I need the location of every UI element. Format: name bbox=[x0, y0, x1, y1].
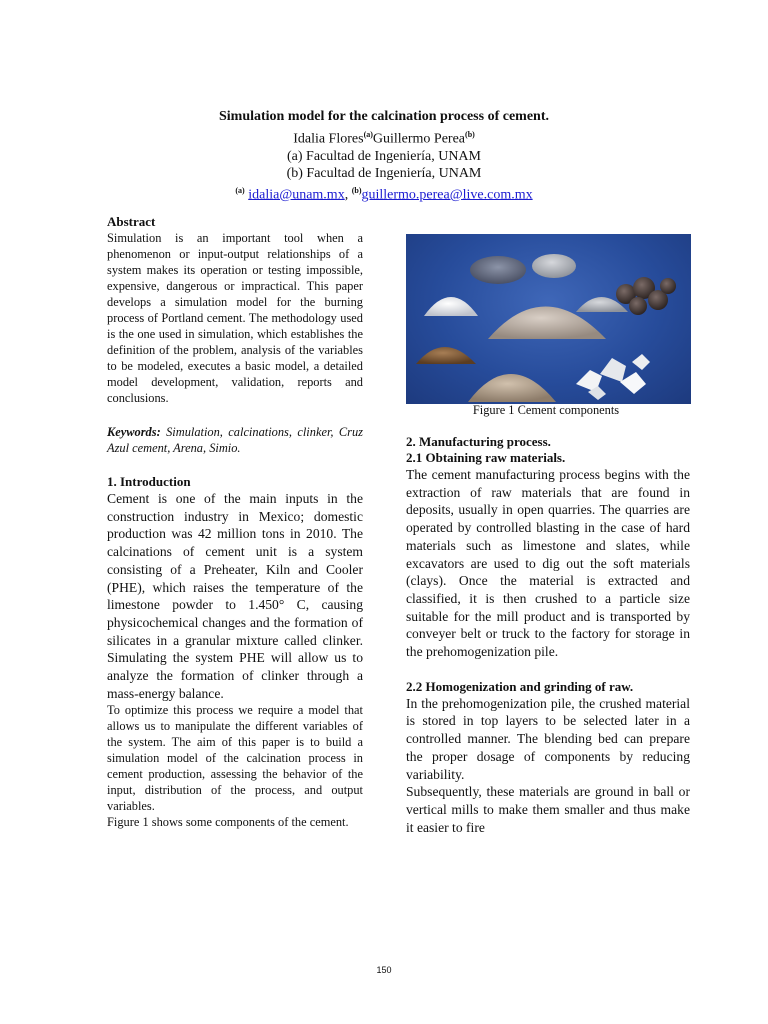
page-number: 150 bbox=[376, 965, 392, 975]
section-2-heading: 2. Manufacturing process. bbox=[406, 434, 551, 449]
affiliation-b: (b) Facultad de Ingeniería, UNAM bbox=[286, 165, 482, 181]
abstract-text: Simulation is an important tool when a phenomenon or input-output relationships of a system makes its operation or testing impossible, expensive, dangerous or impractical. This paper develops a simulation model for the burning process of Portland cement. The methodology used is the one used in simulation, which establishes the definition of the problem, analysis of the variables to be modeled, executes a basic model, a detailed model development, validation, reports and conclusions. bbox=[107, 231, 363, 405]
section-2-1-paragraph: The cement manufacturing process begins with the extraction of raw materials that are found in deposits, usually in open quarries. The quarries are operated by controlled blasting in the case of hard materials such as limestone and slates, while excavators are used to dig out the soft materials (clays). Once the material is extracted and classified, it is then crushed to a particle size suitable for the mill product and is transported by conveyer belt or truck to the factory for storage in the prehomogenization pile. bbox=[406, 467, 690, 660]
section-2-1-heading: 2.1 Obtaining raw materials. bbox=[406, 450, 566, 465]
author-name: Guillermo Perea bbox=[372, 131, 466, 147]
author-line bbox=[0, 126, 768, 148]
section-2-2-heading: 2.2 Homogenization and grinding of raw. bbox=[406, 678, 634, 694]
paper-header bbox=[0, 108, 768, 204]
keywords-text: Simulation, calcinations, clinker, Cruz Azul cement, Arena, Simio. bbox=[107, 425, 363, 455]
email-link-a[interactable]: idalia@unam.mx bbox=[248, 187, 345, 203]
keywords-label: Keywords: bbox=[107, 425, 161, 439]
email-separator: , bbox=[344, 187, 352, 203]
email-line bbox=[0, 182, 768, 205]
left-column bbox=[107, 214, 363, 830]
figure-caption: Figure 1 Cement components bbox=[472, 403, 620, 417]
section-2-2-paragraph-1: In the prehomogenization pile, the crushed material is stored in top layers to be selected later in a controlled manner. The blending bed can prepare the proper dosage of components by reducing variability. bbox=[406, 695, 690, 782]
intro-paragraph-3: Figure 1 shows some components of the cement. bbox=[107, 815, 349, 830]
cement-piles-photo bbox=[406, 234, 691, 404]
paper-title: Simulation model for the calcination process of cement. bbox=[218, 109, 549, 124]
author-affil-mark: (a) bbox=[363, 130, 373, 139]
intro-paragraph-1: Cement is one of the main inputs in the construction industry in Mexico; domestic production was 42 million tons in 2010. The calcinations of cement unit is a system consisting of a Preheater, Kiln and Cooler (PHE), which raises the temperature of the limestone powder to 1.450° C, causing physicochemical changes and the formation of silicates in a granular mixture called clinker. Simulating the system PHE will allow us to analyze the formation of clinker through a mass-energy balance. bbox=[107, 491, 363, 701]
email-mark: (b) bbox=[351, 185, 362, 195]
email-link-b[interactable]: guillermo.perea@live.com.mx bbox=[361, 187, 533, 203]
author-name: Idalia Flores bbox=[293, 131, 364, 147]
section-2-2-paragraph-2: Subsequently, these materials are ground in ball or vertical mills to make them smaller and thus make it easier to fire bbox=[406, 784, 690, 835]
keywords bbox=[107, 424, 363, 456]
email-mark: (a) bbox=[235, 185, 245, 195]
right-column bbox=[406, 434, 690, 836]
author-affil-mark: (b) bbox=[465, 130, 475, 139]
figure-cement-components bbox=[406, 234, 691, 404]
intro-heading: 1. Introduction bbox=[107, 474, 191, 489]
intro-paragraph-2: To optimize this process we require a model that allows us to manipulate the different variables of the system. The aim of this paper is to build a simulation model of the calcination process in cement production, assessing the behavior of the input, distribution of the process, and output variables. bbox=[107, 703, 363, 814]
abstract-heading: Abstract bbox=[107, 214, 156, 229]
affiliation-a: (a) Facultad de Ingeniería, UNAM bbox=[287, 148, 481, 164]
